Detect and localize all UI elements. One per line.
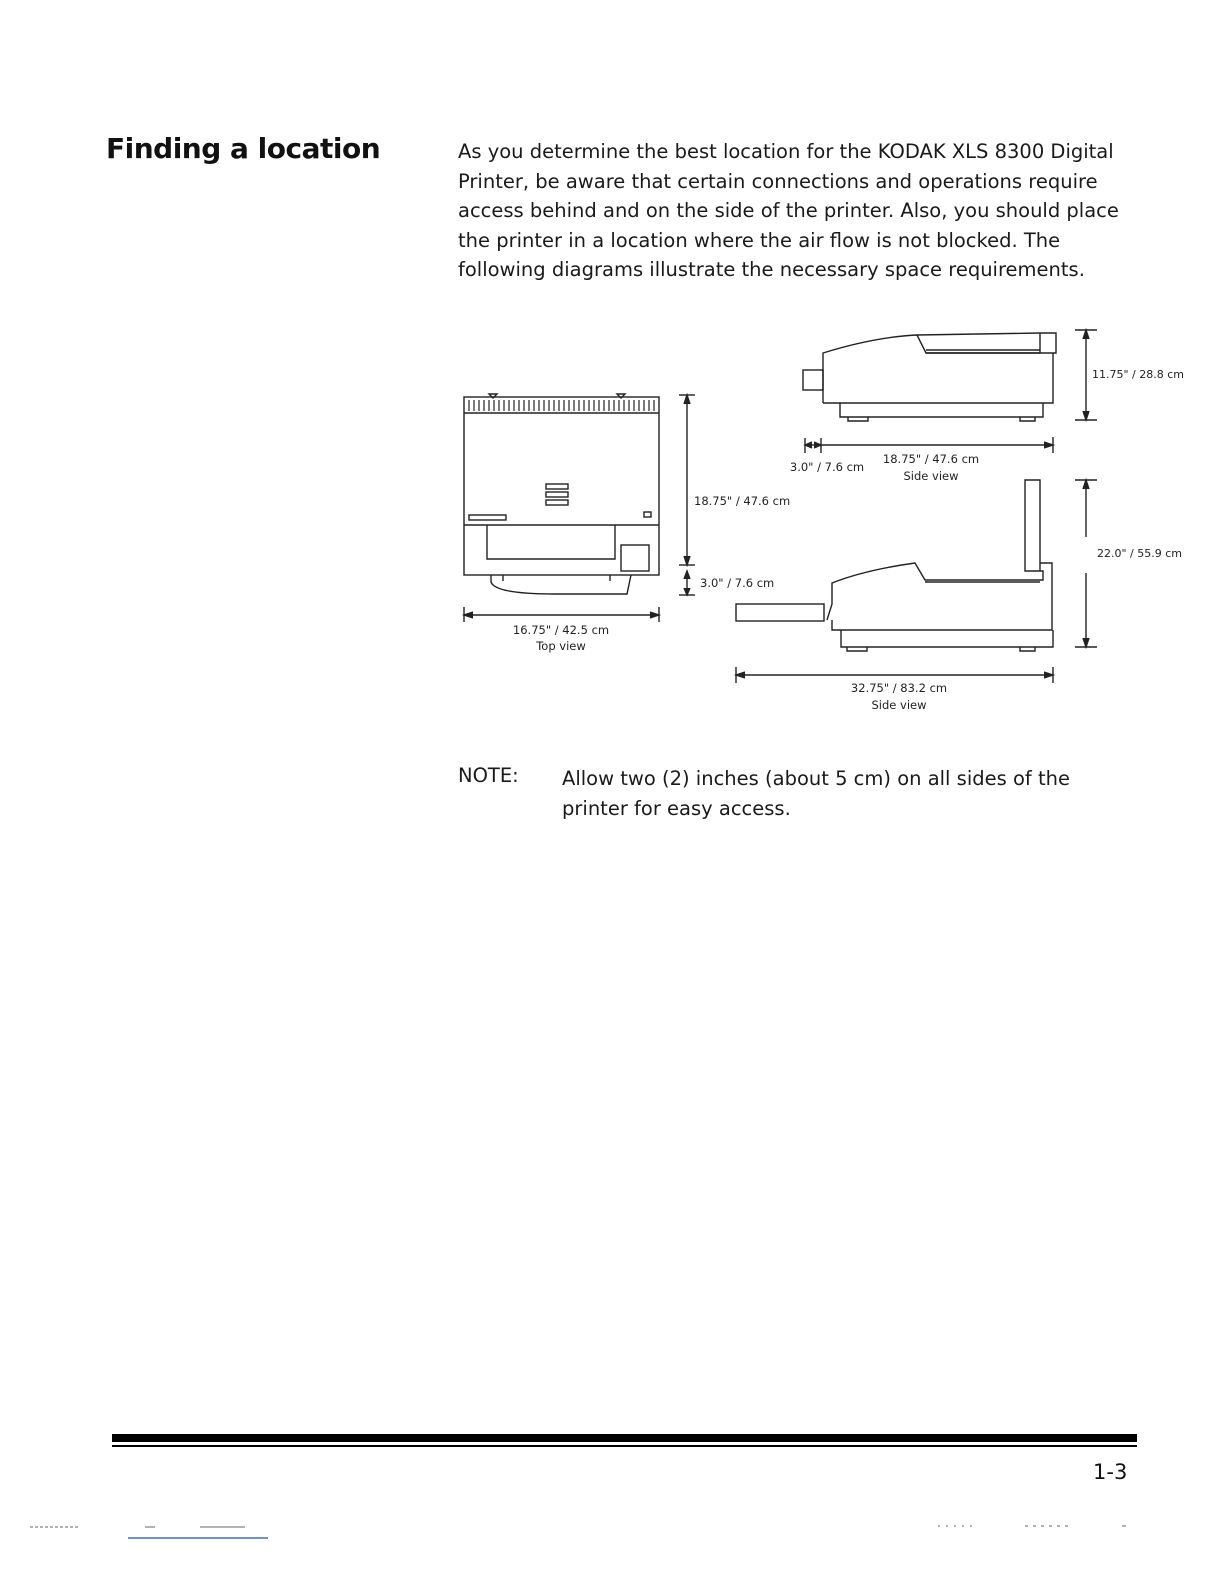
side-view-2-height-label: 22.0" / 55.9 cm <box>1097 547 1183 560</box>
side-view-2-caption: Side view <box>871 698 927 712</box>
footer-rule <box>112 1434 1137 1442</box>
top-view-width-label: 16.75" / 42.5 cm <box>512 623 610 637</box>
page-number: 1-3 <box>1093 1460 1128 1484</box>
intro-line: As you determine the best location for the KODAK XLS 8300 Digital <box>458 140 1114 163</box>
note-line: Allow two (2) inches (about 5 cm) on all sides of the <box>562 767 1070 790</box>
note-label: NOTE: <box>458 764 519 787</box>
section-heading: Finding a location <box>106 132 381 165</box>
note-text <box>562 764 1122 824</box>
side-view-1-caption: Side view <box>903 469 959 483</box>
side-view-1-clearance-label: 3.0" / 7.6 cm <box>789 460 865 474</box>
space-requirements-diagram <box>455 325 1215 725</box>
top-view-depth-label: 18.75" / 47.6 cm <box>694 494 791 508</box>
top-view-depth-dimension <box>679 395 695 595</box>
top-view-printer <box>464 394 659 594</box>
intro-line: access behind and on the side of the printer. Also, you should place <box>458 199 1119 222</box>
side-view-1-depth-label: 18.75" / 47.6 cm <box>882 452 980 466</box>
top-view-width-dimension <box>464 607 659 622</box>
side-view-2-depth-label: 32.75" / 83.2 cm <box>850 681 948 695</box>
note-line: printer for easy access. <box>562 797 791 820</box>
footer-rule-thin <box>112 1445 1137 1447</box>
intro-line: the printer in a location where the air flow is not blocked. The <box>458 228 1061 252</box>
top-view-clearance-label: 3.0" / 7.6 cm <box>700 576 775 590</box>
top-view-caption: Top view <box>536 639 586 653</box>
side-view-2-height-dimension <box>1075 480 1097 647</box>
intro-line: Printer, be aware that certain connections and operations require <box>458 169 1098 193</box>
intro-line: following diagrams illustrate the necessary space requirements. <box>458 258 1085 281</box>
side-view-1-printer <box>803 333 1056 421</box>
scan-artifacts <box>0 1520 1225 1540</box>
side-view-1-height-label: 11.75" / 28.8 cm <box>1092 368 1185 381</box>
side-view-1-depth-dimension <box>805 437 1053 453</box>
intro-paragraph <box>458 137 1158 285</box>
